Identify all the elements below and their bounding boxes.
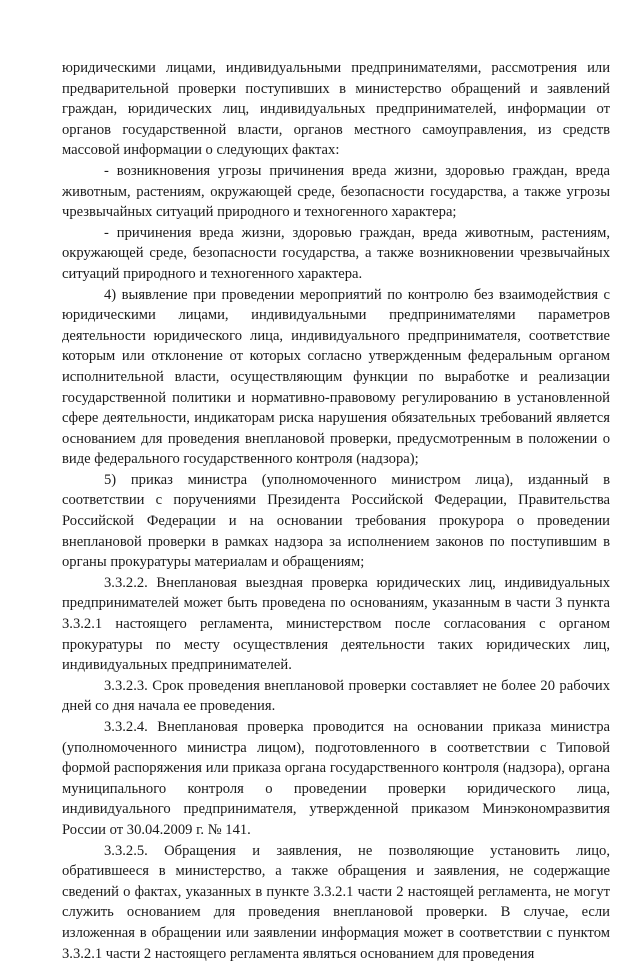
paragraph: - причинения вреда жизни, здоровью граждан, вреда животным, растениям, окружающей среде, безопасности государства, а также возникновении чрезвычайных ситуаций природного и техногенного характера. [62, 224, 610, 282]
paragraph: юридическими лицами, индивидуальными предпринимателями, рассмотрения или предварительной проверки поступивших в министерство обращений и заявлений граждан, юридических лиц, индивидуальных предпринимателей, информации от органов государственной власти, органов местного самоуправления, из средств массовой информации о следующих фактах: [62, 60, 610, 159]
paragraph: 3.3.2.3. Срок проведения внеплановой проверки составляет не более 20 рабочих дней со дня начала ее проведения. [62, 677, 610, 715]
paragraph: 4) выявление при проведении мероприятий по контролю без взаимодействия с юридическими лицами, индивидуальными предпринимателями параметров деятельности юридического лица, индивидуального предпринимателя, соответствие которым или отклонение от которых согласно утвержденным федеральным органом исполнительной власти, осуществляющим функции по выработке и реализации государственной политики и нормативно-правовому регулированию в установленной сфере деятельности, индикаторам риска нарушения обязательных требований является основанием для проведения внеплановой проверки, предусмотренным в положении о виде федерального государственного контроля (надзора); [62, 286, 610, 468]
paragraph: 3.3.2.5. Обращения и заявления, не позволяющие установить лицо, обратившееся в министерство, а также обращения и заявления, не содержащие сведений о фактах, указанных в пункте 3.3.2.1 части 2 настоящей регламента, не могут служить основанием для проведения внеплановой проверки. В случае, если изложенная в обращении или заявлении информация может в соответствии с пунктом 3.3.2.1 части 2 настоящего регламента являться основанием для проведения [62, 842, 610, 962]
paragraph: 5) приказ министра (уполномоченного министром лица), изданный в соответствии с поручениями Президента Российской Федерации, Правительства Российской Федерации и на основании требования прокурора о проведении внеплановой проверки в рамках надзора за исполнением законов по поступившим в органы прокуратуры материалам и обращениям; [62, 471, 610, 571]
paragraph: 3.3.2.2. Внеплановая выездная проверка юридических лиц, индивидуальных предпринимателей может быть проведена по основаниям, указанным в части 3 пункта 3.3.2.1 настоящего регламента, министерством после согласования с органом прокуратуры по месту осуществления деятельности таких юридических лиц, индивидуальных предпринимателей. [62, 574, 610, 674]
paragraph: 3.3.2.4. Внеплановая проверка проводится на основании приказа министра (уполномоченного министра лицом), подготовленного в соответствии с Типовой формой распоряжения или приказа органа государственного контроля (надзора), органа муниципального контроля о проведении проверки юридического лица, индивидуального предпринимателя, утвержденной приказом Минэкономразвития России от 30.04.2009 г. № 141. [62, 719, 610, 838]
document-page [62, 58, 610, 964]
paragraph: - возникновения угрозы причинения вреда жизни, здоровью граждан, вреда животным, растениям, окружающей среде, безопасности государства, а также угрозы чрезвычайных ситуаций природного и техногенного характера; [62, 162, 610, 221]
